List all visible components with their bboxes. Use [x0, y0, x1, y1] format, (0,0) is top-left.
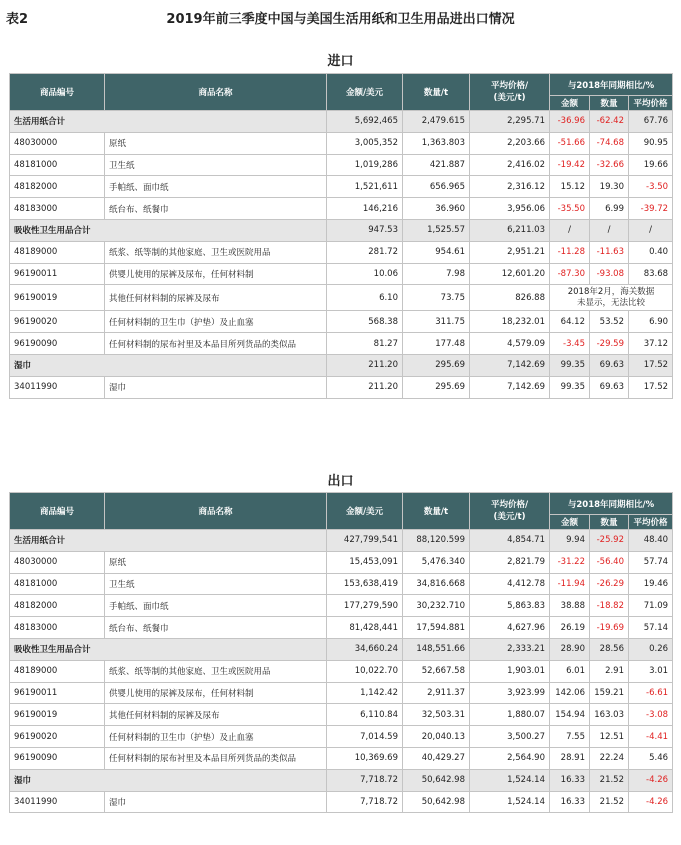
- avg-price-cell: 2,333.21: [470, 638, 550, 660]
- table-row: [10, 704, 673, 726]
- avg-price-cell: 3,923.99: [470, 682, 550, 704]
- quantity-cell: 17,594.881: [403, 617, 470, 639]
- yoy-amount-cell: 26.19: [550, 617, 590, 639]
- yoy-price-cell: -4.41: [629, 726, 673, 748]
- amount-cell: 211.20: [327, 376, 403, 398]
- avg-price-cell: 2,951.21: [470, 241, 550, 263]
- table-row: [10, 176, 673, 198]
- quantity-cell: 7.98: [403, 263, 470, 285]
- header-quantity: 数量/t: [403, 74, 470, 111]
- subtotal-label: 生活用纸合计: [10, 111, 327, 133]
- product-code: 96190019: [10, 704, 105, 726]
- amount-cell: 7,718.72: [327, 769, 403, 791]
- yoy-quantity-cell: -56.40: [590, 551, 629, 573]
- product-name: 任何材料制的尿布衬里及本品目所列货品的类似品: [105, 333, 327, 355]
- yoy-price-cell: 3.01: [629, 660, 673, 682]
- quantity-cell: 295.69: [403, 354, 470, 376]
- product-name: 任何材料制的卫生巾（护垫）及止血塞: [105, 311, 327, 333]
- table-row: [10, 682, 673, 704]
- yoy-amount-cell: 7.55: [550, 726, 590, 748]
- amount-cell: 568.38: [327, 311, 403, 333]
- yoy-quantity-cell: 69.63: [590, 354, 629, 376]
- quantity-cell: 30,232.710: [403, 595, 470, 617]
- quantity-cell: 311.75: [403, 311, 470, 333]
- product-name: 手帕纸、面巾纸: [105, 595, 327, 617]
- yoy-amount-cell: /: [550, 219, 590, 241]
- table-row: [10, 241, 673, 263]
- product-code: 34011990: [10, 376, 105, 398]
- table-row: [10, 617, 673, 639]
- header-yoy-price: 平均价格: [629, 96, 673, 111]
- product-name: 纸浆、纸等制的其他家庭、卫生或医院用品: [105, 241, 327, 263]
- quantity-cell: 73.75: [403, 285, 470, 311]
- yoy-price-cell: 17.52: [629, 354, 673, 376]
- table-row: [10, 551, 673, 573]
- table-row: [10, 263, 673, 285]
- yoy-quantity-cell: -11.63: [590, 241, 629, 263]
- table-row: [10, 726, 673, 748]
- yoy-quantity-cell: 12.51: [590, 726, 629, 748]
- avg-price-cell: 4,412.78: [470, 573, 550, 595]
- product-code: 96190019: [10, 285, 105, 311]
- amount-cell: 6,110.84: [327, 704, 403, 726]
- table-number: 表2: [6, 12, 29, 27]
- yoy-amount-cell: -3.45: [550, 333, 590, 355]
- table-row: [10, 747, 673, 769]
- yoy-amount-cell: 15.12: [550, 176, 590, 198]
- table-row: [10, 311, 673, 333]
- amount-cell: 211.20: [327, 354, 403, 376]
- avg-price-cell: 1,524.14: [470, 791, 550, 813]
- yoy-quantity-cell: 21.52: [590, 791, 629, 813]
- yoy-price-cell: /: [629, 219, 673, 241]
- avg-price-cell: 18,232.01: [470, 311, 550, 333]
- header-avg-price: [470, 74, 550, 111]
- product-code: 96190090: [10, 747, 105, 769]
- yoy-price-cell: 19.66: [629, 154, 673, 176]
- product-name: 卫生纸: [105, 573, 327, 595]
- subtotal-row: [10, 354, 673, 376]
- yoy-amount-cell: -87.30: [550, 263, 590, 285]
- yoy-quantity-cell: 21.52: [590, 769, 629, 791]
- amount-cell: 1,521,611: [327, 176, 403, 198]
- yoy-amount-cell: -11.94: [550, 573, 590, 595]
- table-row: [10, 595, 673, 617]
- amount-cell: 153,638,419: [327, 573, 403, 595]
- quantity-cell: 148,551.66: [403, 638, 470, 660]
- subtotal-label: 生活用纸合计: [10, 530, 327, 552]
- quantity-cell: 20,040.13: [403, 726, 470, 748]
- subtotal-row: [10, 111, 673, 133]
- subtotal-row: [10, 219, 673, 241]
- avg-price-cell: 5,863.83: [470, 595, 550, 617]
- quantity-cell: 1,525.57: [403, 219, 470, 241]
- subtotal-label: 湿巾: [10, 769, 327, 791]
- product-code: 48181000: [10, 573, 105, 595]
- yoy-amount-cell: -11.28: [550, 241, 590, 263]
- product-code: 48182000: [10, 176, 105, 198]
- product-name: 任何材料制的卫生巾（护垫）及止血塞: [105, 726, 327, 748]
- product-code: 48030000: [10, 551, 105, 573]
- product-code: 96190020: [10, 726, 105, 748]
- quantity-cell: 50,642.98: [403, 791, 470, 813]
- avg-price-cell: 2,203.66: [470, 132, 550, 154]
- product-name: 供婴儿使用的尿裤及尿布，任何材料制: [105, 682, 327, 704]
- yoy-quantity-cell: 53.52: [590, 311, 629, 333]
- header-avg-price-line2: (美元/t): [493, 93, 526, 103]
- avg-price-cell: 4,579.09: [470, 333, 550, 355]
- yoy-price-cell: 67.76: [629, 111, 673, 133]
- header-yoy-quantity: 数量: [590, 515, 629, 530]
- amount-cell: 15,453,091: [327, 551, 403, 573]
- export-section-title: 出口: [327, 474, 354, 489]
- subtotal-row: [10, 638, 673, 660]
- product-code: 48181000: [10, 154, 105, 176]
- yoy-amount-cell: -19.42: [550, 154, 590, 176]
- quantity-cell: 1,363.803: [403, 132, 470, 154]
- document-title: 2019年前三季度中国与美国生活用纸和卫生用品进出口情况: [166, 12, 515, 27]
- yoy-quantity-cell: -26.29: [590, 573, 629, 595]
- table-row: [10, 660, 673, 682]
- product-code: 96190090: [10, 333, 105, 355]
- avg-price-cell: 1,903.01: [470, 660, 550, 682]
- yoy-quantity-cell: -74.68: [590, 132, 629, 154]
- product-code: 48189000: [10, 660, 105, 682]
- import-table: [9, 73, 673, 399]
- avg-price-cell: 826.88: [470, 285, 550, 311]
- comparison-note: [550, 285, 673, 311]
- yoy-amount-cell: 154.94: [550, 704, 590, 726]
- yoy-amount-cell: 99.35: [550, 376, 590, 398]
- amount-cell: 1,142.42: [327, 682, 403, 704]
- amount-cell: 10,369.69: [327, 747, 403, 769]
- yoy-amount-cell: -31.22: [550, 551, 590, 573]
- table-row: [10, 285, 673, 311]
- yoy-amount-cell: 64.12: [550, 311, 590, 333]
- yoy-quantity-cell: 163.03: [590, 704, 629, 726]
- subtotal-label: 吸收性卫生用品合计: [10, 638, 327, 660]
- header-yoy-price: 平均价格: [629, 515, 673, 530]
- amount-cell: 281.72: [327, 241, 403, 263]
- header-yoy-amount: 金额: [550, 96, 590, 111]
- amount-cell: 6.10: [327, 285, 403, 311]
- yoy-quantity-cell: 19.30: [590, 176, 629, 198]
- avg-price-cell: 1,524.14: [470, 769, 550, 791]
- amount-cell: 947.53: [327, 219, 403, 241]
- import-section-title: 进口: [327, 54, 354, 69]
- product-name: 湿巾: [105, 791, 327, 813]
- yoy-price-cell: -6.61: [629, 682, 673, 704]
- subtotal-label: 吸收性卫生用品合计: [10, 219, 327, 241]
- yoy-quantity-cell: 28.56: [590, 638, 629, 660]
- yoy-amount-cell: -35.50: [550, 198, 590, 220]
- avg-price-cell: 7,142.69: [470, 376, 550, 398]
- yoy-price-cell: -4.26: [629, 769, 673, 791]
- quantity-cell: 34,816.668: [403, 573, 470, 595]
- product-name: 其他任何材料制的尿裤及尿布: [105, 285, 327, 311]
- export-table: [9, 492, 673, 813]
- comparison-note-line2: 未显示，无法比较: [577, 297, 646, 308]
- amount-cell: 177,279,590: [327, 595, 403, 617]
- product-name: 纸台布、纸餐巾: [105, 617, 327, 639]
- amount-cell: 34,660.24: [327, 638, 403, 660]
- yoy-price-cell: 6.90: [629, 311, 673, 333]
- quantity-cell: 5,476.340: [403, 551, 470, 573]
- header-avg-price: [470, 493, 550, 530]
- yoy-amount-cell: 16.33: [550, 769, 590, 791]
- avg-price-cell: 2,316.12: [470, 176, 550, 198]
- yoy-amount-cell: 28.91: [550, 747, 590, 769]
- subtotal-row: [10, 769, 673, 791]
- yoy-price-cell: -39.72: [629, 198, 673, 220]
- header-amount: 金额/美元: [327, 74, 403, 111]
- avg-price-cell: 12,601.20: [470, 263, 550, 285]
- avg-price-cell: 2,564.90: [470, 747, 550, 769]
- table-row: [10, 791, 673, 813]
- header-yoy-quantity: 数量: [590, 96, 629, 111]
- header-code: 商品编号: [10, 74, 105, 111]
- quantity-cell: 295.69: [403, 376, 470, 398]
- yoy-amount-cell: 9.94: [550, 530, 590, 552]
- amount-cell: 5,692,465: [327, 111, 403, 133]
- yoy-quantity-cell: -18.82: [590, 595, 629, 617]
- yoy-price-cell: -4.26: [629, 791, 673, 813]
- avg-price-cell: 2,821.79: [470, 551, 550, 573]
- yoy-quantity-cell: -93.08: [590, 263, 629, 285]
- header-yoy: 与2018年同期相比/%: [550, 74, 673, 96]
- product-name: 湿巾: [105, 376, 327, 398]
- amount-cell: 10.06: [327, 263, 403, 285]
- yoy-quantity-cell: /: [590, 219, 629, 241]
- header-avg-price-line1: 平均价格/: [490, 81, 529, 91]
- product-name: 其他任何材料制的尿裤及尿布: [105, 704, 327, 726]
- yoy-amount-cell: 38.88: [550, 595, 590, 617]
- amount-cell: 146,216: [327, 198, 403, 220]
- yoy-quantity-cell: 6.99: [590, 198, 629, 220]
- product-code: 48182000: [10, 595, 105, 617]
- header-name: 商品名称: [105, 493, 327, 530]
- amount-cell: 81.27: [327, 333, 403, 355]
- subtotal-label: 湿巾: [10, 354, 327, 376]
- yoy-quantity-cell: 2.91: [590, 660, 629, 682]
- amount-cell: 3,005,352: [327, 132, 403, 154]
- avg-price-cell: 2,295.71: [470, 111, 550, 133]
- quantity-cell: 32,503.31: [403, 704, 470, 726]
- quantity-cell: 40,429.27: [403, 747, 470, 769]
- yoy-price-cell: 57.14: [629, 617, 673, 639]
- product-name: 纸浆、纸等制的其他家庭、卫生或医院用品: [105, 660, 327, 682]
- amount-cell: 7,718.72: [327, 791, 403, 813]
- subtotal-row: [10, 530, 673, 552]
- yoy-quantity-cell: -19.69: [590, 617, 629, 639]
- yoy-price-cell: 17.52: [629, 376, 673, 398]
- header-code: 商品编号: [10, 493, 105, 530]
- yoy-amount-cell: 99.35: [550, 354, 590, 376]
- amount-cell: 1,019,286: [327, 154, 403, 176]
- yoy-price-cell: 90.95: [629, 132, 673, 154]
- quantity-cell: 36.960: [403, 198, 470, 220]
- yoy-amount-cell: -36.96: [550, 111, 590, 133]
- amount-cell: 427,799,541: [327, 530, 403, 552]
- yoy-price-cell: 48.40: [629, 530, 673, 552]
- yoy-price-cell: 57.74: [629, 551, 673, 573]
- product-name: 原纸: [105, 551, 327, 573]
- quantity-cell: 50,642.98: [403, 769, 470, 791]
- product-name: 原纸: [105, 132, 327, 154]
- product-name: 卫生纸: [105, 154, 327, 176]
- avg-price-cell: 4,627.96: [470, 617, 550, 639]
- avg-price-cell: 3,500.27: [470, 726, 550, 748]
- quantity-cell: 421.887: [403, 154, 470, 176]
- yoy-amount-cell: 142.06: [550, 682, 590, 704]
- quantity-cell: 2,911.37: [403, 682, 470, 704]
- table-row: [10, 333, 673, 355]
- yoy-price-cell: 5.46: [629, 747, 673, 769]
- quantity-cell: 88,120.599: [403, 530, 470, 552]
- product-code: 48183000: [10, 198, 105, 220]
- avg-price-cell: 2,416.02: [470, 154, 550, 176]
- yoy-amount-cell: -51.66: [550, 132, 590, 154]
- table-row: [10, 198, 673, 220]
- avg-price-cell: 6,211.03: [470, 219, 550, 241]
- product-name: 纸台布、纸餐巾: [105, 198, 327, 220]
- yoy-quantity-cell: -62.42: [590, 111, 629, 133]
- product-code: 48030000: [10, 132, 105, 154]
- header-yoy: 与2018年同期相比/%: [550, 493, 673, 515]
- product-name: 任何材料制的尿布衬里及本品目所列货品的类似品: [105, 747, 327, 769]
- yoy-price-cell: -3.50: [629, 176, 673, 198]
- table-row: [10, 573, 673, 595]
- header-yoy-amount: 金额: [550, 515, 590, 530]
- quantity-cell: 52,667.58: [403, 660, 470, 682]
- yoy-quantity-cell: -25.92: [590, 530, 629, 552]
- table-row: [10, 376, 673, 398]
- header-name: 商品名称: [105, 74, 327, 111]
- yoy-price-cell: 0.26: [629, 638, 673, 660]
- avg-price-cell: 3,956.06: [470, 198, 550, 220]
- product-code: 48183000: [10, 617, 105, 639]
- quantity-cell: 2,479.615: [403, 111, 470, 133]
- avg-price-cell: 1,880.07: [470, 704, 550, 726]
- header-quantity: 数量/t: [403, 493, 470, 530]
- amount-cell: 7,014.59: [327, 726, 403, 748]
- yoy-price-cell: 71.09: [629, 595, 673, 617]
- product-code: 96190011: [10, 263, 105, 285]
- yoy-price-cell: 0.40: [629, 241, 673, 263]
- table-row: [10, 154, 673, 176]
- yoy-price-cell: 19.46: [629, 573, 673, 595]
- header-avg-price-line1: 平均价格/: [490, 500, 529, 510]
- avg-price-cell: 4,854.71: [470, 530, 550, 552]
- amount-cell: 10,022.70: [327, 660, 403, 682]
- document-header: [0, 0, 681, 28]
- yoy-amount-cell: 28.90: [550, 638, 590, 660]
- yoy-quantity-cell: -29.59: [590, 333, 629, 355]
- header-amount: 金额/美元: [327, 493, 403, 530]
- product-code: 96190020: [10, 311, 105, 333]
- yoy-amount-cell: 6.01: [550, 660, 590, 682]
- yoy-quantity-cell: 22.24: [590, 747, 629, 769]
- quantity-cell: 954.61: [403, 241, 470, 263]
- product-name: 供婴儿使用的尿裤及尿布，任何材料制: [105, 263, 327, 285]
- yoy-price-cell: 83.68: [629, 263, 673, 285]
- amount-cell: 81,428,441: [327, 617, 403, 639]
- comparison-note-line1: 2018年2月，海关数据: [567, 286, 655, 297]
- yoy-quantity-cell: 69.63: [590, 376, 629, 398]
- quantity-cell: 656.965: [403, 176, 470, 198]
- table-row: [10, 132, 673, 154]
- yoy-quantity-cell: 159.21: [590, 682, 629, 704]
- yoy-amount-cell: 16.33: [550, 791, 590, 813]
- product-code: 34011990: [10, 791, 105, 813]
- header-avg-price-line2: (美元/t): [493, 512, 526, 522]
- product-name: 手帕纸、面巾纸: [105, 176, 327, 198]
- product-code: 48189000: [10, 241, 105, 263]
- yoy-price-cell: -3.08: [629, 704, 673, 726]
- avg-price-cell: 7,142.69: [470, 354, 550, 376]
- product-code: 96190011: [10, 682, 105, 704]
- yoy-price-cell: 37.12: [629, 333, 673, 355]
- quantity-cell: 177.48: [403, 333, 470, 355]
- yoy-quantity-cell: -32.66: [590, 154, 629, 176]
